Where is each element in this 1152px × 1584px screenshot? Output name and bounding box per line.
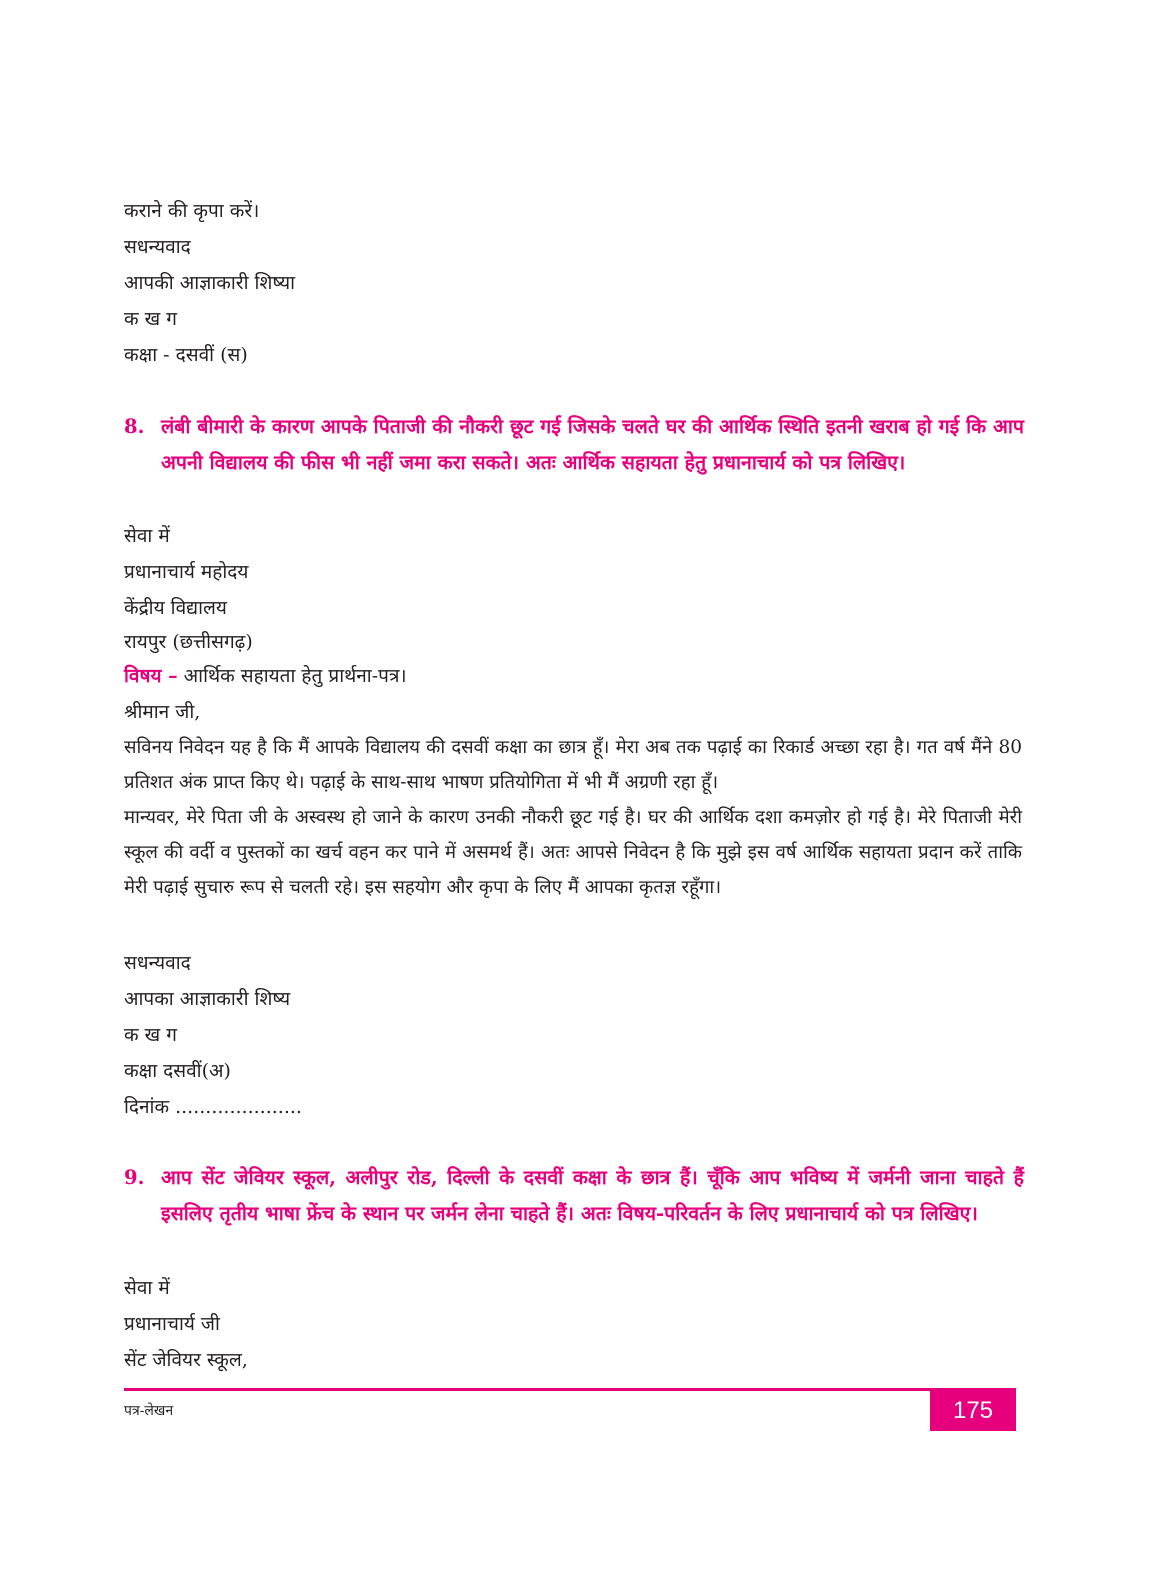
closing-request-line: कराने की कृपा करें। xyxy=(124,200,260,222)
footer-section-label: पत्र-लेखन xyxy=(124,1403,174,1419)
letter-salutation: श्रीमान जी, xyxy=(124,701,201,723)
letter-recipient: प्रधानाचार्य जी xyxy=(124,1313,220,1335)
closing-class: कक्षा - दसवीं (स) xyxy=(124,344,248,366)
letter-school: केंद्रीय विद्यालय xyxy=(124,597,227,619)
letter-city: रायपुर (छत्तीसगढ़) xyxy=(124,631,253,653)
closing-thanks: सधन्यवाद xyxy=(124,236,191,258)
letter-name: क ख ग xyxy=(124,1024,177,1046)
page-number: 175 xyxy=(930,1391,1016,1431)
question-text: आप सेंट जेवियर स्कूल, अलीपुर रोड, दिल्ली के दसवीं कक्षा के छात्र हैं। चूँकि आप भविष्य में जर्मनी जाना चाहते हैं इसलिए तृतीय भाषा फ्रेंच के स्थान पर जर्मन लेना चाहते हैं। अतः विषय-परिवर्तन के लिए प्रधानाचार्य को पत्र लिखिए। xyxy=(161,1166,1024,1225)
question-9 xyxy=(124,1160,1024,1232)
question-text: लंबी बीमारी के कारण आपके पिताजी की नौकरी छूट गई जिसके चलते घर की आर्थिक स्थिति इतनी खराब हो गई कि आप अपनी विद्यालय की फीस भी नहीं जमा करा सकते। अतः आर्थिक सहायता हेतु प्रधानाचार्य को पत्र लिखिए। xyxy=(161,415,1024,474)
footer-divider xyxy=(124,1388,1016,1391)
question-number: 8. xyxy=(124,415,145,438)
letter-to: सेवा में xyxy=(124,525,170,547)
question-8 xyxy=(124,409,1024,481)
letter-school: सेंट जेवियर स्कूल, xyxy=(124,1349,248,1371)
letter-recipient: प्रधानाचार्य महोदय xyxy=(124,561,249,583)
letter-class: कक्षा दसवीं(अ) xyxy=(124,1060,231,1082)
letter-to: सेवा में xyxy=(124,1277,170,1299)
letter-paragraph-1: सविनय निवेदन यह है कि मैं आपके विद्यालय की दसवीं कक्षा का छात्र हूँ। मेरा अब तक पढ़ाई का रिकार्ड अच्छा रहा है। गत वर्ष मैंने 80 प्रतिशत अंक प्राप्त किए थे। पढ़ाई के साथ-साथ भाषण प्रतियोगिता में भी मैं अग्रणी रहा हूँ। xyxy=(124,737,1022,793)
letter-date: दिनांक ..................... xyxy=(124,1096,302,1118)
letter-subject xyxy=(124,664,407,688)
letter-signoff: आपका आज्ञाकारी शिष्य xyxy=(124,988,291,1010)
closing-name: क ख ग xyxy=(124,308,177,330)
closing-signoff: आपकी आज्ञाकारी शिष्या xyxy=(124,272,296,294)
subject-label: विषय – xyxy=(124,665,178,687)
letter-paragraph-2: मान्यवर, मेरे पिता जी के अस्वस्थ हो जाने के कारण उनकी नौकरी छूट गई है। घर की आर्थिक दशा कमज़ोर हो गई है। मेरे पिताजी मेरी स्कूल की वर्दी व पुस्तकों का खर्च वहन कर पाने में असमर्थ हैं। अतः आपसे निवेदन है कि मुझे इस वर्ष आर्थिक सहायता प्रदान करें ताकि मेरी पढ़ाई सुचारु रूप से चलती रहे। इस सहयोग और कृपा के लिए मैं आपका कृतज्ञ रहूँगा। xyxy=(124,807,1022,898)
subject-text: आर्थिक सहायता हेतु प्रार्थना-पत्र। xyxy=(183,665,407,687)
letter-closing: सधन्यवाद xyxy=(124,952,191,974)
question-number: 9. xyxy=(124,1166,145,1189)
